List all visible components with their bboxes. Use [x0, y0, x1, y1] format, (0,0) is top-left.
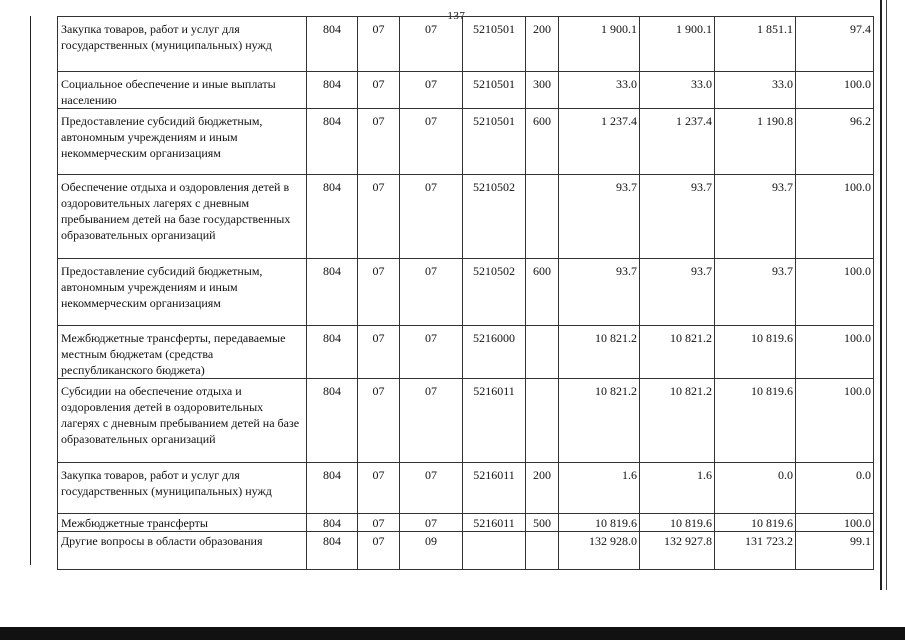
row-name: Межбюджетные трансферты, передаваемые местным бюджетам (средства республиканского бюджета): [58, 326, 307, 379]
row-executed: 1 190.8: [715, 109, 796, 175]
row-percent: 97.4: [796, 17, 874, 72]
row-approved: 10 821.2: [640, 379, 715, 463]
row-rz: 07: [358, 379, 400, 463]
row-csr: 5210501: [463, 109, 526, 175]
row-pr: 07: [400, 259, 463, 326]
table-body: [58, 17, 874, 570]
table-row: [58, 109, 874, 175]
row-csr: 5210501: [463, 17, 526, 72]
row-plan: 132 928.0: [559, 532, 640, 570]
row-rz: 07: [358, 514, 400, 532]
row-percent: 100.0: [796, 326, 874, 379]
row-plan: 10 819.6: [559, 514, 640, 532]
row-ved: 804: [307, 72, 358, 109]
row-rz: 07: [358, 175, 400, 259]
row-executed: 1 851.1: [715, 17, 796, 72]
row-rz: 07: [358, 259, 400, 326]
row-approved: 1 237.4: [640, 109, 715, 175]
row-approved: 10 821.2: [640, 326, 715, 379]
row-rz: 07: [358, 532, 400, 570]
row-executed: 10 819.6: [715, 514, 796, 532]
row-pr: 09: [400, 532, 463, 570]
left-margin-rule: [30, 16, 31, 565]
right-page-edge: [880, 0, 882, 590]
row-pr: 07: [400, 514, 463, 532]
row-plan: 10 821.2: [559, 326, 640, 379]
row-approved: 33.0: [640, 72, 715, 109]
row-rz: 07: [358, 17, 400, 72]
row-plan: 93.7: [559, 259, 640, 326]
row-plan: 1.6: [559, 463, 640, 514]
row-percent: 100.0: [796, 259, 874, 326]
row-csr: 5216011: [463, 514, 526, 532]
row-name: Межбюджетные трансферты: [58, 514, 307, 532]
row-executed: 93.7: [715, 259, 796, 326]
row-approved: 1 900.1: [640, 17, 715, 72]
row-percent: 0.0: [796, 463, 874, 514]
row-ved: 804: [307, 259, 358, 326]
row-csr: 5216011: [463, 379, 526, 463]
row-plan: 1 900.1: [559, 17, 640, 72]
row-pr: 07: [400, 17, 463, 72]
row-executed: 33.0: [715, 72, 796, 109]
row-vr: 200: [526, 463, 559, 514]
row-ved: 804: [307, 379, 358, 463]
table-row: [58, 514, 874, 532]
table-row: [58, 72, 874, 109]
row-vr: 300: [526, 72, 559, 109]
row-ved: 804: [307, 326, 358, 379]
row-vr: [526, 175, 559, 259]
table-row: [58, 17, 874, 72]
row-vr: [526, 532, 559, 570]
row-approved: 93.7: [640, 259, 715, 326]
row-name: Закупка товаров, работ и услуг для государственных (муниципальных) нужд: [58, 17, 307, 72]
row-pr: 07: [400, 72, 463, 109]
budget-table: [57, 16, 874, 570]
row-vr: 600: [526, 109, 559, 175]
row-pr: 07: [400, 463, 463, 514]
row-name: Социальное обеспечение и иные выплаты населению: [58, 72, 307, 109]
row-plan: 1 237.4: [559, 109, 640, 175]
row-csr: 5210502: [463, 259, 526, 326]
row-percent: 96.2: [796, 109, 874, 175]
row-ved: 804: [307, 514, 358, 532]
page-number: - 137 -: [440, 10, 473, 22]
row-executed: 0.0: [715, 463, 796, 514]
row-ved: 804: [307, 463, 358, 514]
row-pr: 07: [400, 379, 463, 463]
row-plan: 10 821.2: [559, 379, 640, 463]
row-approved: 93.7: [640, 175, 715, 259]
row-plan: 33.0: [559, 72, 640, 109]
table-row: [58, 532, 874, 570]
row-approved: 1.6: [640, 463, 715, 514]
row-executed: 93.7: [715, 175, 796, 259]
right-page-edge-inner: [886, 0, 887, 590]
table-row: [58, 259, 874, 326]
row-ved: 804: [307, 17, 358, 72]
row-approved: 132 927.8: [640, 532, 715, 570]
row-csr: 5216011: [463, 463, 526, 514]
row-rz: 07: [358, 109, 400, 175]
row-plan: 93.7: [559, 175, 640, 259]
row-executed: 131 723.2: [715, 532, 796, 570]
row-rz: 07: [358, 72, 400, 109]
row-csr: 5210501: [463, 72, 526, 109]
row-percent: 99.1: [796, 532, 874, 570]
row-rz: 07: [358, 326, 400, 379]
row-ved: 804: [307, 532, 358, 570]
row-vr: [526, 379, 559, 463]
row-name: Закупка товаров, работ и услуг для государственных (муниципальных) нужд: [58, 463, 307, 514]
row-vr: 500: [526, 514, 559, 532]
row-vr: 600: [526, 259, 559, 326]
row-percent: 100.0: [796, 72, 874, 109]
row-vr: [526, 326, 559, 379]
row-ved: 804: [307, 175, 358, 259]
row-name: Другие вопросы в области образования: [58, 532, 307, 570]
row-percent: 100.0: [796, 514, 874, 532]
row-name: Предоставление субсидий бюджетным, автономным учреждениям и иным некоммерческим организациям: [58, 109, 307, 175]
scan-bottom-border: [0, 627, 905, 640]
row-vr: 200: [526, 17, 559, 72]
row-executed: 10 819.6: [715, 326, 796, 379]
row-percent: 100.0: [796, 175, 874, 259]
row-name: Обеспечение отдыха и оздоровления детей в оздоровительных лагерях с дневным пребыванием детей на базе государственных образовательных организаций: [58, 175, 307, 259]
row-pr: 07: [400, 175, 463, 259]
row-pr: 07: [400, 326, 463, 379]
row-csr: 5210502: [463, 175, 526, 259]
row-percent: 100.0: [796, 379, 874, 463]
row-executed: 10 819.6: [715, 379, 796, 463]
row-name: Субсидии на обеспечение отдыха и оздоровления детей в оздоровительных лагерях с дневным пребыванием детей на базе образовательных организаций: [58, 379, 307, 463]
row-pr: 07: [400, 109, 463, 175]
row-approved: 10 819.6: [640, 514, 715, 532]
table-row: [58, 379, 874, 463]
row-rz: 07: [358, 463, 400, 514]
table-row: [58, 326, 874, 379]
row-name: Предоставление субсидий бюджетным, автономным учреждениям и иным некоммерческим организациям: [58, 259, 307, 326]
row-csr: [463, 532, 526, 570]
table-row: [58, 463, 874, 514]
table-row: [58, 175, 874, 259]
row-csr: 5216000: [463, 326, 526, 379]
row-ved: 804: [307, 109, 358, 175]
